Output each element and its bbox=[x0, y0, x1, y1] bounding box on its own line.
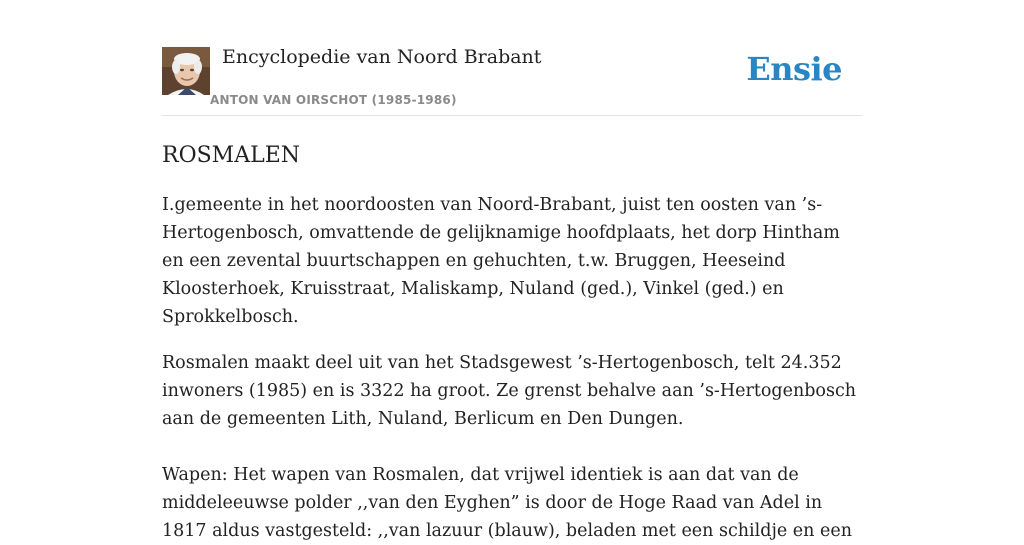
article-column bbox=[162, 0, 862, 545]
paragraph-intro: I.gemeente in het noordoosten van Noord-Brabant, juist ten oosten van ’s-Hertogenbosch, omvattende de gelijknamige hoofdplaats, het dorp Hintham en een zevental buurtschappen en gehuchten, t.w. Bruggen, Heeseind Kloosterhoek, Kruisstraat, Maliskamp, Nuland (ged.), Vinkel (ged.) en Sprokkelbosch. bbox=[162, 195, 840, 327]
author-portrait-image bbox=[162, 47, 210, 95]
entry-title: ROSMALEN bbox=[162, 143, 301, 168]
paragraph-coat-of-arms: Wapen: Het wapen van Rosmalen, dat vrijwel identiek is aan dat van de middeleeuwse polder ,,van den Eyghen” is door de Hoge Raad van Adel in 1817 aldus vastgesteld: ,,van lazuur (blauw), beladen met een schildje en een bbox=[162, 465, 852, 541]
author-name[interactable]: ANTON VAN OIRSCHOT (1985-1986) bbox=[210, 93, 457, 107]
article-header bbox=[162, 0, 862, 116]
ensie-logo[interactable]: Ensie bbox=[746, 50, 842, 88]
encyclopedia-title[interactable]: Encyclopedie van Noord Brabant bbox=[222, 46, 542, 68]
author-avatar[interactable] bbox=[162, 47, 210, 95]
paragraph-population: Rosmalen maakt deel uit van het Stadsgewest ’s-Hertogenbosch, telt 24.352 inwoners (1985) en is 3322 ha groot. Ze grenst behalve aan ’s-Hertogenbosch aan de gemeenten Lith, Nuland, Berlicum en Den Dungen. bbox=[162, 353, 857, 429]
